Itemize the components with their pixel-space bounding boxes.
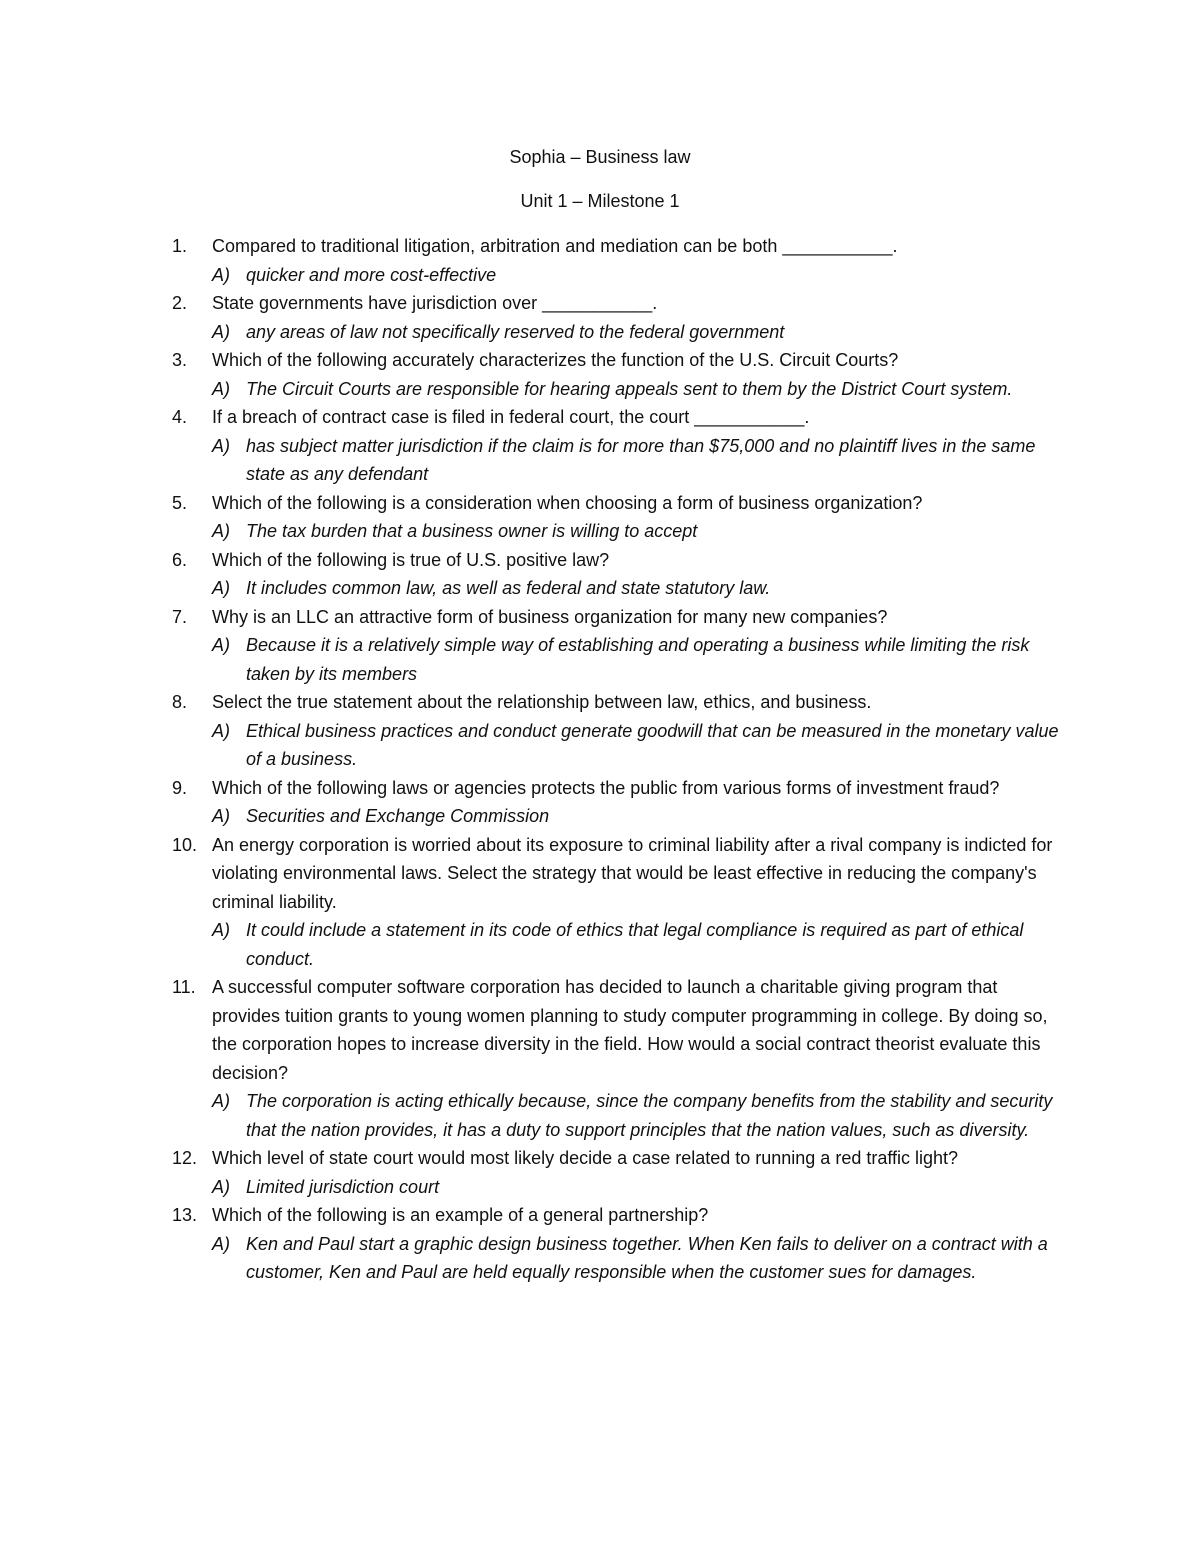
question-item: [172, 831, 1062, 974]
answer-row: [172, 1173, 1062, 1202]
question-item: [172, 774, 1062, 831]
answer-text: Securities and Exchange Commission: [246, 806, 550, 826]
question-row: [172, 688, 1062, 717]
answer-text: The corporation is acting ethically because, since the company benefits from the stability and security that the nation provides, it has a duty to support principles that the nation values, such as diversity.: [246, 1091, 1053, 1140]
answer-label: A): [212, 1233, 230, 1254]
question-text: Select the true statement about the relationship between law, ethics, and business.: [212, 692, 872, 712]
question-number: 13.: [172, 1205, 198, 1225]
answer-row: [172, 802, 1062, 831]
question-item: [172, 1201, 1062, 1287]
question-number: 1.: [172, 236, 188, 256]
question-item: [172, 973, 1062, 1144]
answer-text: Because it is a relatively simple way of establishing and operating a business while limiting the risk taken by its members: [246, 635, 1030, 684]
answer-row: [172, 375, 1062, 404]
document-title: Sophia – Business law: [509, 147, 691, 167]
answer-text: The tax burden that a business owner is willing to accept: [246, 521, 698, 541]
answer-row: [172, 261, 1062, 290]
answer-label: A): [212, 378, 230, 399]
answer-label: A): [212, 1091, 230, 1111]
answer-label: A): [212, 635, 230, 655]
answer-label: A): [212, 321, 230, 342]
answer-label: A): [212, 521, 230, 541]
answer-label: A): [212, 720, 230, 741]
question-number: 8.: [172, 692, 188, 712]
question-item: [172, 546, 1062, 603]
answer-text: any areas of law not specifically reserved to the federal government: [246, 321, 785, 342]
answer-label: A): [212, 806, 230, 826]
question-number: 6.: [172, 549, 188, 570]
question-item: [172, 688, 1062, 774]
question-number: 11.: [172, 977, 196, 997]
question-row: [172, 774, 1062, 803]
question-item: [172, 489, 1062, 546]
question-text: Which of the following laws or agencies protects the public from various forms of investment fraud?: [212, 777, 1000, 798]
question-row: [172, 346, 1062, 375]
question-item: [172, 346, 1062, 403]
question-text: Which of the following is an example of a general partnership?: [212, 1205, 709, 1225]
answer-text: It includes common law, as well as federal and state statutory law.: [246, 578, 771, 598]
answer-text: quicker and more cost-effective: [246, 264, 497, 285]
question-text: State governments have jurisdiction over ___________.: [212, 293, 658, 313]
question-number: 12.: [172, 1148, 198, 1168]
question-row: [172, 232, 1062, 261]
question-item: [172, 403, 1062, 489]
question-number: 4.: [172, 407, 188, 427]
question-row: [172, 403, 1062, 432]
answer-row: [172, 517, 1062, 546]
question-row: [172, 973, 1062, 1087]
question-text: Why is an LLC an attractive form of business organization for many new companies?: [212, 606, 888, 627]
question-item: [172, 289, 1062, 346]
answer-label: A): [212, 435, 230, 456]
answer-row: [172, 1230, 1062, 1287]
answer-row: [172, 916, 1062, 973]
answer-label: A): [212, 578, 230, 598]
answer-row: [172, 432, 1062, 489]
question-list: [172, 232, 1062, 1287]
question-item: [172, 603, 1062, 689]
question-row: [172, 831, 1062, 917]
question-row: [172, 489, 1062, 518]
question-number: 5.: [172, 492, 188, 513]
answer-text: It could include a statement in its code of ethics that legal compliance is required as part of ethical conduct.: [246, 920, 1024, 969]
answer-row: [172, 631, 1062, 688]
question-row: [172, 1201, 1062, 1230]
question-text: An energy corporation is worried about its exposure to criminal liability after a rival company is indicted for violating environmental laws. Select the strategy that would be least effective in reducing the company's criminal liability.: [212, 834, 1053, 912]
answer-text: Ethical business practices and conduct generate goodwill that can be measured in the monetary value of a business.: [246, 720, 1059, 769]
answer-text: Ken and Paul start a graphic design business together. When Ken fails to deliver on a contract with a customer, Ken and Paul are held equally responsible when the customer sues for damages.: [246, 1233, 1048, 1282]
answer-label: A): [212, 920, 230, 940]
answer-text: has subject matter jurisdiction if the claim is for more than $75,000 and no plaintiff lives in the same state as any defendant: [246, 435, 1036, 484]
question-item: [172, 232, 1062, 289]
document-subtitle: Unit 1 – Milestone 1: [520, 191, 680, 211]
question-text: If a breach of contract case is filed in federal court, the court ___________.: [212, 407, 810, 427]
answer-row: [172, 318, 1062, 347]
answer-text: Limited jurisdiction court: [246, 1176, 440, 1197]
question-row: [172, 1144, 1062, 1173]
question-text: A successful computer software corporation has decided to launch a charitable giving program that provides tuition grants to young women planning to study computer programming in college. By doing so, the corporation hopes to increase diversity in the field. How would a social contract theorist evaluate this decision?: [212, 977, 1048, 1083]
question-row: [172, 603, 1062, 632]
question-number: 9.: [172, 777, 188, 798]
question-number: 10.: [172, 834, 198, 855]
answer-row: [172, 574, 1062, 603]
answer-row: [172, 1087, 1062, 1144]
question-number: 2.: [172, 293, 188, 313]
answer-row: [172, 717, 1062, 774]
answer-label: A): [212, 264, 230, 285]
answer-label: A): [212, 1176, 230, 1197]
question-text: Compared to traditional litigation, arbitration and mediation can be both ___________.: [212, 236, 898, 256]
question-text: Which level of state court would most likely decide a case related to running a red traffic light?: [212, 1148, 959, 1168]
question-row: [172, 546, 1062, 575]
question-row: [172, 289, 1062, 318]
answer-text: The Circuit Courts are responsible for hearing appeals sent to them by the District Court system.: [246, 378, 1013, 399]
question-text: Which of the following is a consideration when choosing a form of business organization?: [212, 492, 923, 513]
question-text: Which of the following accurately characterizes the function of the U.S. Circuit Courts?: [212, 350, 899, 370]
question-number: 7.: [172, 606, 188, 627]
question-item: [172, 1144, 1062, 1201]
question-number: 3.: [172, 350, 188, 370]
question-text: Which of the following is true of U.S. positive law?: [212, 549, 610, 570]
